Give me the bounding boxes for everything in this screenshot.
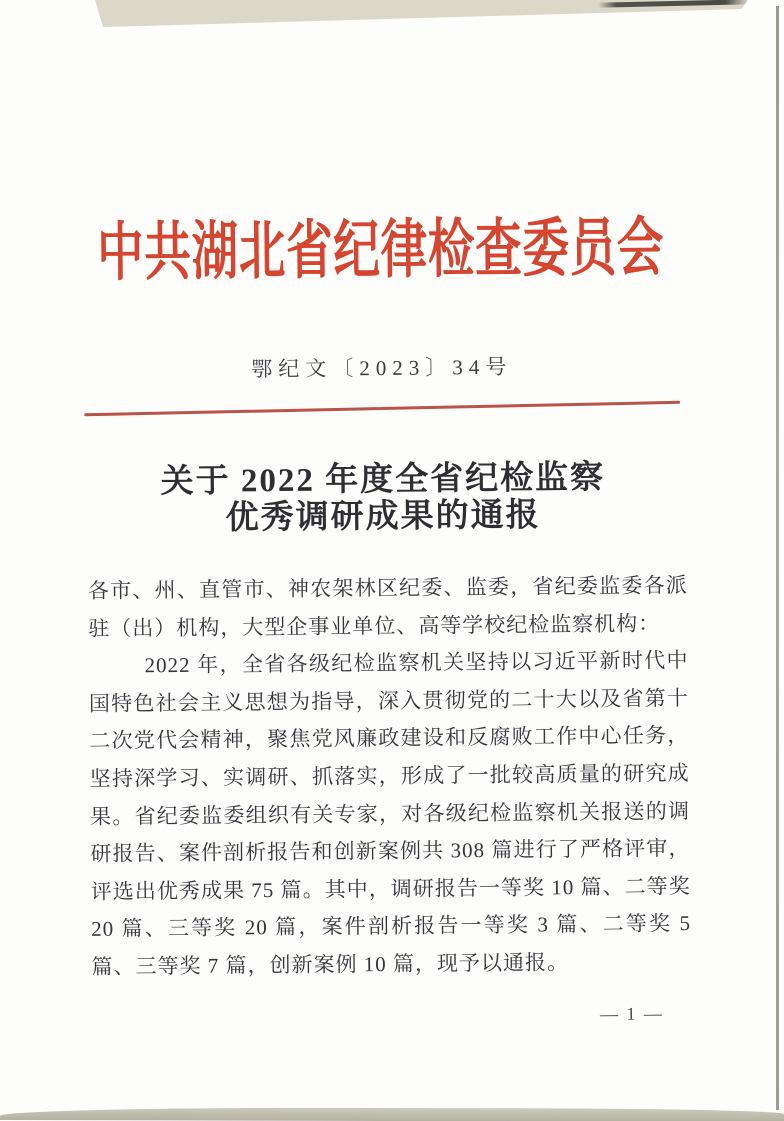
document-title-line-2: 优秀调研成果的通报: [225, 497, 541, 537]
main-paragraph: 2022 年，全省各级纪检监察机关坚持以习近平新时代中国特色社会主义思想为指导，深入贯彻党的二十大以及省第十二次党代会精神，聚焦党风廉政建设和反腐败工作中心任务，坚持深学习、实调研、抓落实，形成了一批较高质量的研究成果。省纪委监委组织有关专家，对各级纪检监察机关报送的调研报告、案件剖析报告和创新案例共 308 篇进行了严格评审，评选出优秀成果 75 篇。其中，调研报告一等奖 10 篇、二等奖 20 篇、三等奖 20 篇，案件剖析报告一等奖 3 篇、二等奖 5 篇、三等奖 7 篇，创新案例 10 篇，现予以通报。: [88, 648, 692, 979]
scan-background-bottom-edge: [0, 1107, 784, 1121]
document-body: [88, 567, 692, 986]
document-title: [0, 458, 767, 539]
document-reference-number: 鄂纪文〔2023〕34号: [251, 354, 513, 382]
letterhead-title: 中共湖北省纪律检查委员会: [96, 213, 665, 289]
page-number: — 1 —: [599, 1003, 665, 1024]
salutation-paragraph: 各市、州、直管市、神农架林区纪委、监委，省纪委监委各派驻（出）机构，大型企事业单位、高等学校纪检监察机构：: [87, 573, 688, 641]
document-title-line-1: 关于 2022 年度全省纪检监察: [160, 459, 606, 501]
red-divider-line: [84, 401, 680, 416]
scan-edge-line-right: [776, 6, 779, 1110]
